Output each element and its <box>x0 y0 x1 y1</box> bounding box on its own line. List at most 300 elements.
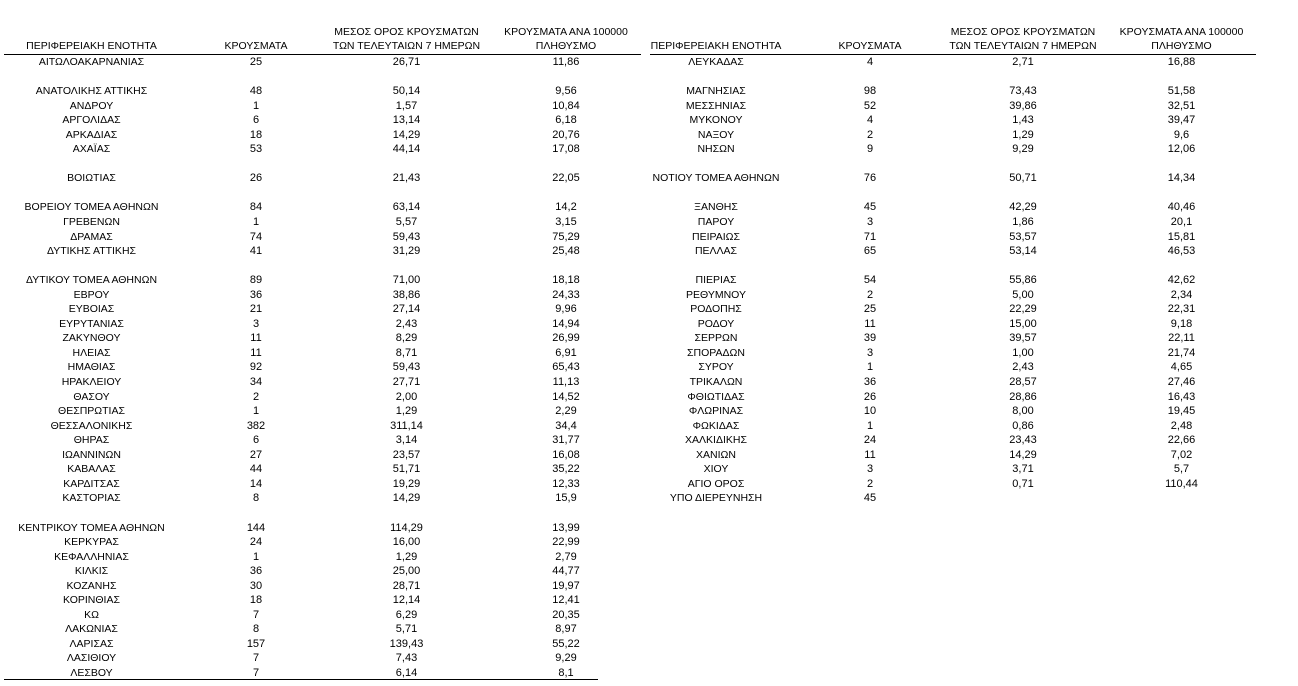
cell-cases: 26 <box>863 390 877 403</box>
cell-region: ΛΕΣΒΟΥ <box>70 666 113 679</box>
cell-cases: 1 <box>252 550 260 563</box>
cell-cases: 2 <box>252 390 260 403</box>
cell-per100k: 27,46 <box>1167 376 1196 389</box>
cell-region: ΤΡΙΚΑΛΩΝ <box>689 376 743 389</box>
cell-cases: 2 <box>866 128 874 141</box>
cell-cases: 76 <box>863 172 877 185</box>
cell-avg7: 71,00 <box>392 274 421 287</box>
cell-per100k: 39,47 <box>1167 114 1196 127</box>
cell-region: ΚΑΣΤΟΡΙΑΣ <box>62 492 121 505</box>
cell-per100k: 2,79 <box>555 550 577 563</box>
cell-region: ΜΕΣΣΗΝΙΑΣ <box>685 99 747 112</box>
cell-avg7: 53,14 <box>1009 245 1037 258</box>
cell-cases: 1 <box>252 216 260 229</box>
cell-per100k: 110,44 <box>1165 477 1198 490</box>
table-row <box>650 491 1256 506</box>
cell-per100k: 8,97 <box>555 623 577 636</box>
cell-per100k: 35,22 <box>552 463 580 476</box>
right-table-header <box>650 25 1256 55</box>
table-row <box>650 99 1256 114</box>
table-row <box>650 113 1256 128</box>
cell-avg7: 50,14 <box>392 85 421 98</box>
cell-avg7: 1,43 <box>1012 114 1034 127</box>
cell-per100k: 17,08 <box>552 143 580 156</box>
cell-region: ΗΡΑΚΛΕΙΟΥ <box>61 376 122 389</box>
cell-per100k: 12,33 <box>552 477 580 490</box>
cell-avg7: 25,00 <box>392 565 421 578</box>
cell-region: ΕΥΡΥΤΑΝΙΑΣ <box>59 317 124 330</box>
cell-avg7: 14,29 <box>1009 448 1037 461</box>
cell-region: ΘΑΣΟΥ <box>73 390 110 403</box>
cell-region: ΝΟΤΙΟΥ ΤΟΜΕΑ ΑΘΗΝΩΝ <box>652 172 780 185</box>
cell-cases: 8 <box>252 492 260 505</box>
cell-cases: 30 <box>249 579 263 592</box>
cell-cases: 144 <box>246 521 266 534</box>
cell-region: ΚΟΖΑΝΗΣ <box>66 579 117 592</box>
cell-cases: 10 <box>863 405 877 418</box>
cell-region: ΛΑΚΩΝΙΑΣ <box>65 623 118 636</box>
cell-per100k: 16,43 <box>1167 390 1196 403</box>
cell-region: ΠΑΡΟΥ <box>697 216 735 229</box>
cell-per100k: 11,13 <box>552 376 580 389</box>
cell-per100k: 2,34 <box>1170 288 1193 301</box>
table-row <box>4 99 641 114</box>
cell-region: ΔΡΑΜΑΣ <box>70 230 113 243</box>
table-row <box>650 346 1256 361</box>
table-row <box>4 564 641 579</box>
header-region: ΠΕΡΙΦΕΡΕΙΑΚΗ ΕΝΟΤΗΤΑ <box>26 39 157 52</box>
cell-avg7: 28,57 <box>1009 376 1037 389</box>
cell-avg7: 2,43 <box>395 317 418 330</box>
cell-per100k: 15,81 <box>1167 230 1196 243</box>
cell-cases: 7 <box>252 608 260 621</box>
cell-per100k: 14,2 <box>555 201 577 214</box>
table-row <box>4 360 641 375</box>
cell-avg7: 8,71 <box>395 346 418 359</box>
cell-per100k: 44,77 <box>552 565 580 578</box>
cell-avg7: 5,71 <box>395 623 418 636</box>
right-table-body <box>650 55 1256 506</box>
cell-per100k: 6,91 <box>555 346 577 359</box>
table-row <box>650 331 1256 346</box>
row-spacer <box>650 259 1256 274</box>
cell-per100k: 4,65 <box>1170 361 1193 374</box>
cell-cases: 48 <box>249 85 263 98</box>
cell-region: ΠΙΕΡΙΑΣ <box>695 274 737 287</box>
cell-per100k: 18,18 <box>552 274 580 287</box>
cell-region: ΡΟΔΟΥ <box>697 317 735 330</box>
cell-avg7: 27,71 <box>392 376 421 389</box>
table-row <box>650 477 1256 492</box>
cell-per100k: 20,1 <box>1170 216 1193 229</box>
cell-per100k: 22,31 <box>1167 303 1196 316</box>
cell-cases: 54 <box>863 274 877 287</box>
cell-cases: 6 <box>252 434 260 447</box>
table-row <box>4 171 641 186</box>
cell-per100k: 2,29 <box>555 405 577 418</box>
cell-avg7: 59,43 <box>392 361 421 374</box>
cell-avg7: 28,71 <box>392 579 421 592</box>
cell-region: ΖΑΚΥΝΘΟΥ <box>62 332 121 345</box>
cell-avg7: 1,29 <box>395 550 418 563</box>
cell-region: ΣΠΟΡΑΔΩΝ <box>687 346 745 359</box>
cell-region: ΘΕΣΠΡΩΤΙΑΣ <box>58 405 125 418</box>
cell-per100k: 6,18 <box>555 114 577 127</box>
cell-cases: 89 <box>249 274 263 287</box>
cell-per100k: 15,9 <box>555 492 577 505</box>
cell-cases: 53 <box>249 143 263 156</box>
header-per100k: ΚΡΟΥΣΜΑΤΑ ΑΝΑ 100000 ΠΛΗΘΥΣΜΟ <box>504 26 628 52</box>
cell-per100k: 10,84 <box>552 99 580 112</box>
cell-region: ΦΘΙΩΤΙΔΑΣ <box>687 390 745 403</box>
cell-avg7: 2,71 <box>1012 56 1034 68</box>
cell-per100k: 32,51 <box>1167 99 1196 112</box>
table-bottom-rule <box>4 679 598 680</box>
cell-cases: 24 <box>249 536 263 549</box>
cell-region: ΚΩ <box>84 608 99 621</box>
cell-avg7: 3,14 <box>395 434 418 447</box>
cell-avg7: 14,29 <box>392 492 421 505</box>
cell-avg7: 9,29 <box>1012 143 1034 156</box>
cell-cases: 41 <box>249 245 263 258</box>
cell-avg7: 53,57 <box>1009 230 1037 243</box>
cell-cases: 52 <box>863 99 877 112</box>
cell-cases: 3 <box>252 317 260 330</box>
cell-region: ΒΟΙΩΤΙΑΣ <box>67 172 116 185</box>
cell-region: ΑΝΑΤΟΛΙΚΗΣ ΑΤΤΙΚΗΣ <box>35 85 148 98</box>
cell-avg7: 39,86 <box>1009 99 1037 112</box>
cell-per100k: 9,6 <box>1173 128 1190 141</box>
cell-region: ΘΗΡΑΣ <box>73 434 110 447</box>
cell-per100k: 22,11 <box>1168 332 1195 345</box>
cell-region: ΣΥΡΟΥ <box>698 361 734 374</box>
cell-avg7: 12,14 <box>392 594 421 607</box>
table-row <box>4 433 641 448</box>
cell-cases: 98 <box>863 85 877 98</box>
cell-avg7: 55,86 <box>1009 274 1037 287</box>
cell-per100k: 12,41 <box>552 594 580 607</box>
row-spacer <box>650 157 1256 172</box>
cell-region: ΘΕΣΣΑΛΟΝΙΚΗΣ <box>50 419 133 432</box>
cell-cases: 44 <box>249 463 263 476</box>
cell-region: ΔΥΤΙΚΟΥ ΤΟΜΕΑ ΑΘΗΝΩΝ <box>25 274 158 287</box>
table-row <box>4 535 641 550</box>
table-row <box>650 288 1256 303</box>
cell-avg7: 114,29 <box>390 521 423 534</box>
cell-region: ΝΑΞΟΥ <box>697 128 735 141</box>
cell-avg7: 15,00 <box>1009 317 1037 330</box>
header-avg7: ΜΕΣΟΣ ΟΡΟΣ ΚΡΟΥΣΜΑΤΩΝ ΤΩΝ ΤΕΛΕΥΤΑΙΩΝ 7 ΗΜΕΡΩΝ <box>332 26 481 52</box>
cell-cases: 11 <box>250 346 262 359</box>
cell-per100k: 9,29 <box>555 652 577 665</box>
cell-per100k: 7,02 <box>1170 448 1193 461</box>
cell-per100k: 42,62 <box>1167 274 1196 287</box>
cell-region: ΡΕΘΥΜΝΟΥ <box>685 288 746 301</box>
cell-avg7: 23,43 <box>1009 434 1037 447</box>
cell-region: ΠΕΙΡΑΙΩΣ <box>692 230 740 243</box>
cell-avg7: 6,14 <box>395 666 418 679</box>
cell-region: ΛΑΡΙΣΑΣ <box>69 637 114 650</box>
cell-region: ΗΛΕΙΑΣ <box>72 346 111 359</box>
cell-per100k: 16,08 <box>552 448 580 461</box>
table-row <box>4 55 641 70</box>
cell-region: ΕΒΡΟΥ <box>73 288 110 301</box>
row-spacer <box>4 259 641 274</box>
cell-avg7: 50,71 <box>1009 172 1037 185</box>
cell-cases: 92 <box>249 361 263 374</box>
table-row <box>650 375 1256 390</box>
cell-per100k: 14,94 <box>552 317 580 330</box>
table-row <box>650 360 1256 375</box>
cell-cases: 11 <box>864 317 876 330</box>
table-row <box>4 84 641 99</box>
table-row <box>4 477 641 492</box>
cell-cases: 25 <box>249 56 263 68</box>
cell-cases: 2 <box>866 477 874 490</box>
cell-per100k: 65,43 <box>552 361 580 374</box>
cell-avg7: 14,29 <box>392 128 421 141</box>
cell-per100k: 22,66 <box>1167 434 1196 447</box>
table-row <box>4 288 641 303</box>
cell-cases: 84 <box>249 201 263 214</box>
cell-cases: 18 <box>249 128 263 141</box>
cell-region: ΗΜΑΘΙΑΣ <box>67 361 116 374</box>
cell-avg7: 1,86 <box>1012 216 1034 229</box>
cell-per100k: 20,76 <box>552 128 580 141</box>
cell-cases: 7 <box>252 652 260 665</box>
table-row <box>650 448 1256 463</box>
cell-region: ΛΕΥΚΑΔΑΣ <box>688 56 744 68</box>
cell-region: ΚΕΡΚΥΡΑΣ <box>64 536 119 549</box>
table-row <box>650 390 1256 405</box>
header-region: ΠΕΡΙΦΕΡΕΙΑΚΗ ΕΝΟΤΗΤΑ <box>650 39 782 52</box>
table-row <box>4 637 641 652</box>
cell-per100k: 24,33 <box>552 288 580 301</box>
cell-region: ΚΕΦΑΛΛΗΝΙΑΣ <box>54 550 129 563</box>
cell-cases: 27 <box>249 448 263 461</box>
table-row <box>4 608 641 623</box>
cell-avg7: 59,43 <box>392 230 421 243</box>
table-row <box>4 230 641 245</box>
cell-avg7: 31,29 <box>392 245 421 258</box>
cell-cases: 36 <box>863 376 877 389</box>
cell-cases: 3 <box>866 346 874 359</box>
table-row <box>650 419 1256 434</box>
cell-per100k: 19,97 <box>552 579 580 592</box>
cell-avg7: 1,57 <box>395 99 418 112</box>
table-row <box>4 521 641 536</box>
cell-avg7: 7,43 <box>395 652 418 665</box>
row-spacer <box>4 157 641 172</box>
cell-per100k: 75,29 <box>552 230 580 243</box>
cell-cases: 4 <box>866 56 874 68</box>
cell-avg7: 2,00 <box>395 390 418 403</box>
header-cases: ΚΡΟΥΣΜΑΤΑ <box>838 39 902 52</box>
cell-avg7: 23,57 <box>392 448 421 461</box>
cell-per100k: 9,18 <box>1170 317 1193 330</box>
table-row <box>650 171 1256 186</box>
table-row <box>4 579 641 594</box>
header-avg7: ΜΕΣΟΣ ΟΡΟΣ ΚΡΟΥΣΜΑΤΩΝ ΤΩΝ ΤΕΛΕΥΤΑΙΩΝ 7 ΗΜΕΡΩΝ <box>949 26 1097 52</box>
cell-per100k: 40,46 <box>1167 201 1196 214</box>
cell-per100k: 19,45 <box>1167 405 1196 418</box>
table-row <box>650 55 1256 70</box>
cell-region: ΚΑΒΑΛΑΣ <box>67 463 116 476</box>
cell-region: ΜΥΚΟΝΟΥ <box>689 114 743 127</box>
cell-region: ΓΡΕΒΕΝΩΝ <box>63 216 120 229</box>
cell-per100k: 5,7 <box>1173 463 1190 476</box>
cell-cases: 74 <box>249 230 263 243</box>
cell-region: ΦΛΩΡΙΝΑΣ <box>688 405 744 418</box>
cell-cases: 36 <box>249 288 263 301</box>
cell-per100k: 25,48 <box>552 245 580 258</box>
cell-region: ΠΕΛΛΑΣ <box>694 245 738 258</box>
cell-avg7: 73,43 <box>1009 85 1037 98</box>
table-row <box>4 593 641 608</box>
cell-per100k: 9,56 <box>555 85 577 98</box>
table-row <box>4 200 641 215</box>
table-row <box>4 113 641 128</box>
cell-cases: 25 <box>863 303 877 316</box>
cell-cases: 3 <box>866 463 874 476</box>
cell-region: ΝΗΣΩΝ <box>697 143 735 156</box>
table-row <box>650 462 1256 477</box>
cell-cases: 157 <box>246 637 266 650</box>
cell-region: ΑΡΚΑΔΙΑΣ <box>65 128 118 141</box>
table-row <box>4 128 641 143</box>
cell-region: ΑΡΓΟΛΙΔΑΣ <box>62 114 121 127</box>
cell-region: ΧΑΛΚΙΔΙΚΗΣ <box>685 434 747 447</box>
cell-avg7: 63,14 <box>392 201 421 214</box>
table-row <box>650 128 1256 143</box>
cell-per100k: 11,86 <box>552 56 580 68</box>
cell-cases: 1 <box>866 419 874 432</box>
cell-avg7: 6,29 <box>395 608 418 621</box>
cell-region: ΦΩΚΙΔΑΣ <box>692 419 740 432</box>
header-per100k: ΚΡΟΥΣΜΑΤΑ ΑΝΑ 100000 ΠΛΗΘΥΣΜΟ <box>1119 26 1244 52</box>
table-row <box>4 375 641 390</box>
table-row <box>4 273 641 288</box>
table-row <box>4 550 641 565</box>
cell-region: ΡΟΔΟΠΗΣ <box>690 303 742 316</box>
cell-avg7: 42,29 <box>1009 201 1037 214</box>
cell-avg7: 0,71 <box>1012 477 1034 490</box>
cell-per100k: 16,88 <box>1167 56 1196 68</box>
cell-cases: 21 <box>249 303 263 316</box>
left-table <box>4 25 641 681</box>
cell-cases: 71 <box>863 230 877 243</box>
cell-avg7: 21,43 <box>392 172 421 185</box>
cell-avg7: 2,43 <box>1012 361 1034 374</box>
cell-cases: 34 <box>249 376 263 389</box>
cell-avg7: 311,14 <box>390 419 423 432</box>
row-spacer <box>4 506 641 521</box>
cell-avg7: 28,86 <box>1009 390 1037 403</box>
cell-region: ΣΕΡΡΩΝ <box>694 332 738 345</box>
cell-cases: 26 <box>249 172 263 185</box>
header-cases: ΚΡΟΥΣΜΑΤΑ <box>224 39 288 52</box>
cell-per100k: 55,22 <box>552 637 580 650</box>
right-table <box>650 25 1256 506</box>
table-row <box>4 346 641 361</box>
cell-cases: 24 <box>863 434 877 447</box>
cell-avg7: 27,14 <box>392 303 421 316</box>
cell-cases: 11 <box>864 448 876 461</box>
table-row <box>650 404 1256 419</box>
cell-per100k: 20,35 <box>552 608 580 621</box>
cell-cases: 45 <box>863 492 877 505</box>
row-spacer <box>4 70 641 85</box>
table-row <box>4 331 641 346</box>
cell-cases: 1 <box>252 99 260 112</box>
table-row <box>650 317 1256 332</box>
row-spacer <box>4 186 641 201</box>
table-row <box>4 302 641 317</box>
cell-avg7: 22,29 <box>1009 303 1037 316</box>
cell-per100k: 14,34 <box>1167 172 1196 185</box>
cell-region: ΥΠΟ ΔΙΕΡΕΥΝΗΣΗ <box>669 492 763 505</box>
cell-avg7: 8,29 <box>395 332 418 345</box>
cell-cases: 382 <box>246 419 266 432</box>
table-row <box>4 404 641 419</box>
cell-per100k: 21,74 <box>1167 346 1196 359</box>
cell-per100k: 22,05 <box>552 172 580 185</box>
cell-per100k: 51,58 <box>1167 85 1196 98</box>
cell-cases: 18 <box>249 594 263 607</box>
table-row <box>650 244 1256 259</box>
cell-per100k: 14,52 <box>552 390 580 403</box>
cell-avg7: 19,29 <box>392 477 421 490</box>
cell-cases: 39 <box>863 332 877 345</box>
cell-per100k: 8,1 <box>558 666 574 679</box>
cell-region: ΚΕΝΤΡΙΚΟΥ ΤΟΜΕΑ ΑΘΗΝΩΝ <box>18 521 165 534</box>
cell-per100k: 9,96 <box>555 303 577 316</box>
cell-avg7: 16,00 <box>392 536 421 549</box>
cell-avg7: 139,43 <box>389 637 424 650</box>
cell-per100k: 3,15 <box>555 216 577 229</box>
table-row <box>650 142 1256 157</box>
cell-region: ΜΑΓΝΗΣΙΑΣ <box>686 85 746 98</box>
cell-cases: 1 <box>252 405 260 418</box>
table-row <box>4 448 641 463</box>
cell-cases: 4 <box>866 114 874 127</box>
cell-region: ΙΩΑΝΝΙΝΩΝ <box>62 448 121 461</box>
cell-region: ΑΧΑΪΑΣ <box>72 143 111 156</box>
cell-per100k: 34,4 <box>555 419 577 432</box>
table-row <box>4 491 641 506</box>
cell-region: ΑΓΙΟ ΟΡΟΣ <box>687 477 745 490</box>
cell-cases: 14 <box>249 477 263 490</box>
cell-region: ΔΥΤΙΚΗΣ ΑΤΤΙΚΗΣ <box>46 245 137 258</box>
cell-cases: 1 <box>866 361 874 374</box>
row-spacer <box>650 70 1256 85</box>
cell-per100k: 46,53 <box>1167 245 1196 258</box>
cell-cases: 36 <box>249 565 263 578</box>
cell-per100k: 31,77 <box>552 434 580 447</box>
cell-per100k: 12,06 <box>1167 143 1196 156</box>
row-spacer <box>650 186 1256 201</box>
cell-avg7: 0,86 <box>1012 419 1034 432</box>
cell-avg7: 51,71 <box>392 463 421 476</box>
cell-avg7: 13,14 <box>392 114 421 127</box>
cell-region: ΚΟΡΙΝΘΙΑΣ <box>63 594 120 607</box>
cell-cases: 9 <box>866 143 874 156</box>
cell-cases: 11 <box>250 332 262 345</box>
table-row <box>650 273 1256 288</box>
table-row <box>4 215 641 230</box>
left-table-body <box>4 55 641 681</box>
cell-region: ΚΑΡΔΙΤΣΑΣ <box>63 477 120 490</box>
